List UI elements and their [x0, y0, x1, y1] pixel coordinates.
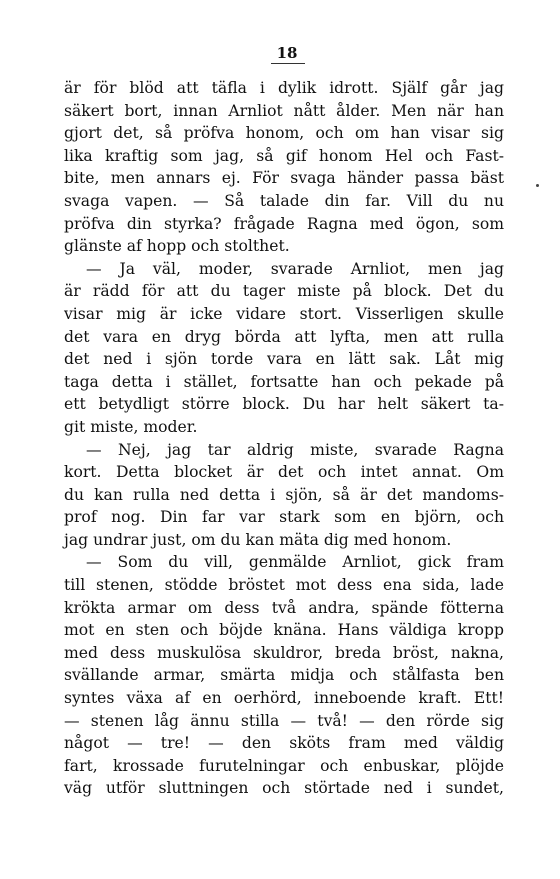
text-line: till stenen, stödde bröstet mot dess ena sida, lade: [64, 576, 504, 595]
text-line: — Ja väl, moder, svarade Arnliot, men jag: [86, 259, 504, 278]
page-number: 18: [276, 44, 298, 62]
text-line: är rädd för att du tager miste på block. Det du: [64, 282, 504, 301]
text-line: gjort det, så pröfva honom, och om han visar sig: [64, 124, 504, 143]
text-line: lika kraftig som jag, så gif honom Hel och Fast-: [64, 146, 504, 165]
text-line: fart, krossade furutelningar och enbuskar, plöjde: [64, 756, 504, 775]
text-line: det vara en dryg börda att lyfta, men att rulla: [64, 327, 504, 346]
text-line: prof nog. Din far var stark som en björn, och: [64, 508, 504, 527]
text-line: — Nej, jag tar aldrig miste, svarade Ragna: [86, 440, 504, 459]
text-line: väg utför sluttningen och störtade ned i sundet,: [64, 779, 504, 798]
text-line: det ned i sjön torde vara en lätt sak. Låt mig: [64, 350, 504, 369]
text-line: syntes växa af en oerhörd, inneboende kraft. Ett!: [64, 689, 504, 708]
text-line: visar mig är icke vidare stort. Visserligen skulle: [64, 304, 504, 323]
text-line: git miste, moder.: [64, 417, 198, 436]
text-line: taga detta i stället, fortsatte han och pekade på: [64, 372, 504, 391]
text-line: ett betydligt större block. Du har helt säkert ta-: [64, 395, 504, 414]
text-line: svaga vapen. — Så talade din far. Vill du nu: [64, 191, 504, 210]
text-line: jag undrar just, om du kan mäta dig med honom.: [64, 530, 452, 549]
text-line: pröfva din styrka? frågade Ragna med ögon, som: [64, 214, 504, 233]
text-line: — stenen låg ännu stilla — två! — den rörde sig: [64, 711, 504, 730]
text-line: är för blöd att täfla i dylik idrott. Själf går jag: [64, 79, 504, 97]
text-line: mot en sten och böjde knäna. Hans väldiga kropp: [64, 621, 504, 640]
book-page: [64, 44, 504, 800]
text-line: något — tre! — den sköts fram med väldig: [64, 734, 504, 753]
text-line: krökta armar om dess två andra, spände fötterna: [64, 598, 504, 617]
text-line: med dess muskulösa skuldror, breda bröst, nakna,: [64, 643, 504, 662]
page-number-rule: [271, 63, 305, 64]
body-text: [64, 77, 504, 800]
text-line: säkert bort, innan Arnliot nått ålder. Men när han: [64, 101, 504, 120]
text-line: glänste af hopp och stolthet.: [64, 237, 290, 256]
text-line: bite, men annars ej. För svaga händer passa bäst: [64, 169, 504, 188]
text-line: — Som du vill, genmälde Arnliot, gick fram: [86, 553, 504, 572]
print-speck: [536, 184, 539, 187]
text-line: du kan rulla ned detta i sjön, så är det mandoms-: [64, 485, 504, 504]
text-line: kort. Detta blocket är det och intet annat. Om: [64, 463, 504, 482]
text-line: svällande armar, smärta midja och stålfasta ben: [64, 666, 504, 685]
